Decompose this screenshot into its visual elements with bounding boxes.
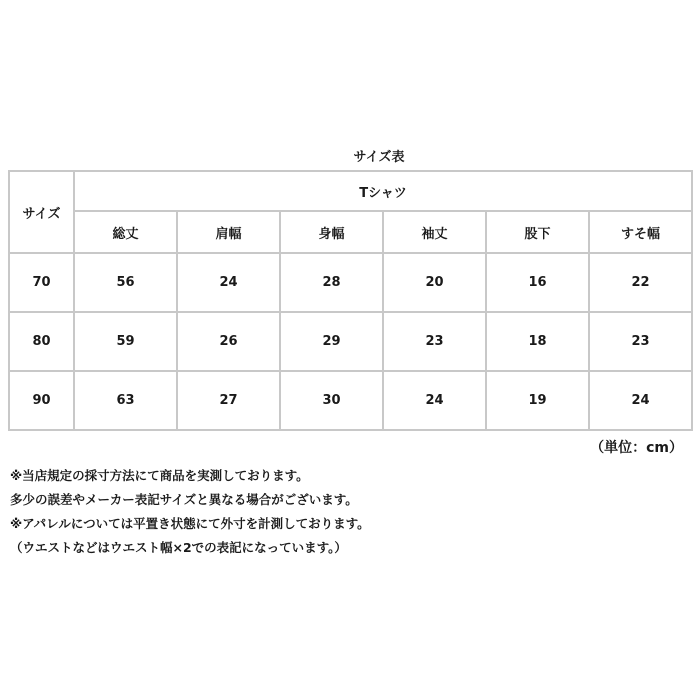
- column-header-row: [9, 211, 692, 253]
- column-header-body-width: 身幅: [280, 211, 383, 253]
- size-table: [8, 170, 693, 431]
- note-line: （ウエストなどはウエスト幅×2での表記になっています。）: [10, 540, 347, 555]
- note-line: ※当店規定の採寸方法にて商品を実測しております。: [10, 468, 309, 483]
- value-cell: 19: [486, 371, 589, 430]
- value-cell: 24: [383, 371, 486, 430]
- table-row: [9, 371, 692, 430]
- table-header-row: [9, 171, 692, 211]
- column-header-inseam: 股下: [486, 211, 589, 253]
- column-header-hem-width: すそ幅: [589, 211, 692, 253]
- value-cell: 63: [74, 371, 177, 430]
- value-cell: 59: [74, 312, 177, 371]
- size-cell: 70: [9, 253, 74, 312]
- table-row: [9, 253, 692, 312]
- value-cell: 30: [280, 371, 383, 430]
- table-row: [9, 312, 692, 371]
- page-title: サイズ表: [353, 150, 405, 165]
- value-cell: 24: [177, 253, 280, 312]
- value-cell: 22: [589, 253, 692, 312]
- size-cell: 80: [9, 312, 74, 371]
- column-header-shoulder-width: 肩幅: [177, 211, 280, 253]
- unit-label: （単位：cm）: [590, 440, 683, 456]
- note-line: 多少の誤差やメーカー表記サイズと異なる場合がございます。: [10, 492, 358, 507]
- value-cell: 18: [486, 312, 589, 371]
- value-cell: 26: [177, 312, 280, 371]
- value-cell: 23: [383, 312, 486, 371]
- value-cell: 27: [177, 371, 280, 430]
- value-cell: 24: [589, 371, 692, 430]
- column-header-total-length: 総丈: [74, 211, 177, 253]
- size-header-cell: サイズ: [9, 171, 74, 253]
- size-cell: 90: [9, 371, 74, 430]
- value-cell: 28: [280, 253, 383, 312]
- value-cell: 29: [280, 312, 383, 371]
- value-cell: 23: [589, 312, 692, 371]
- group-header-cell: Tシャツ: [74, 171, 692, 211]
- note-line: ※アパレルについては平置き状態にて外寸を計測しております。: [10, 516, 370, 531]
- value-cell: 56: [74, 253, 177, 312]
- value-cell: 16: [486, 253, 589, 312]
- column-header-sleeve-length: 袖丈: [383, 211, 486, 253]
- notes-block: [10, 464, 370, 560]
- value-cell: 20: [383, 253, 486, 312]
